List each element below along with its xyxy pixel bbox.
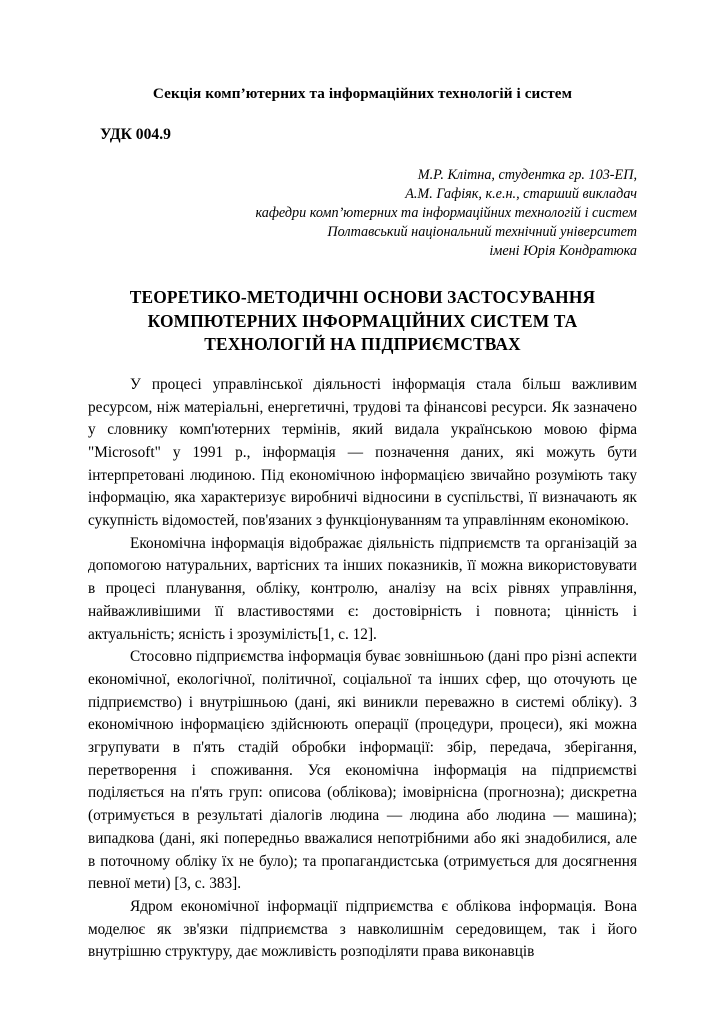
page-content	[88, 0, 637, 964]
affiliation-department: кафедри комп’ютерних та інформаційних технологій і систем	[255, 205, 637, 222]
author-affiliation-block	[88, 144, 637, 261]
title-line-2: КОМПЮТЕРНИХ ІНФОРМАЦІЙНИХ СИСТЕМ ТА	[147, 310, 578, 331]
paragraph: Економічна інформація відображає діяльність підприємств та організацій за допомогою натуральних, вартісних та інших показників, її можна використовувати в процесі планування, обліку, контролю, аналізу на всіх рівнях управління, найважливішими її властивостями є: достовірність і повнота; цінність і актуальність; ясність і зрозумілість[1, с. 12].	[88, 534, 637, 643]
paragraph: Стосовно підприємства інформація буває зовнішньою (дані про різні аспекти економічної, екологічної, політичної, соціальної та інших сфер, що оточують це підприємство) і внутрішньою (дані, які виникли переважно в системі обліку). З економічною інформацією здійснюють операції (процедури, процеси), які можна згрупувати в п'ять стадій обробки інформації: збір, передача, зберігання, перетворення і споживання. Уся економічна інформація на підприємстві поділяється на п'ять груп: описова (облікова); імовірнісна (прогнозна); дискретна (отримується в результаті діалогів людина — людина або людина — машина); випадкова (дані, які попередньо вважалися непотрібними або які знадобилися, але в поточному обліку їх не було); та пропагандистська (отримується для досягнення певної мети) [3, с. 383].	[88, 648, 637, 893]
author-line-2: А.М. Гафіяк, к.е.н., старший викладач	[405, 186, 637, 203]
author-line-1: М.Р. Клітна, студентка гр. 103-ЕП,	[417, 167, 637, 184]
paragraph: Ядром економічної інформації підприємства є облікова інформація. Вона моделює як зв'язки підприємства з навколишнім середовищем, так і його внутрішню структуру, дає можливість розподіляти права виконавців	[88, 897, 637, 961]
body-text	[88, 356, 637, 964]
affiliation-university-name: імені Юрія Кондратюка	[489, 243, 637, 260]
running-head: Секція комп’ютерних та інформаційних технологій і систем	[152, 85, 573, 102]
paragraph: У процесі управлінської діяльності інформація стала більш важливим ресурсом, ніж матеріальні, енергетичні, трудові та фінансові ресурси. Як зазначено у словнику комп'ютерних термінів, який видала українською мовою фірма "Microsoft" у 1991 р., інформація — позначення даних, які можуть бути інтерпретовані людиною. Під економічною інформацією звичайно розуміють таку інформацію, яка характеризує виробничі відносини в суспільстві, її визначають як сукупність відомостей, пов'язаних з функціонуванням та управлінням економікою.	[88, 375, 637, 530]
affiliation-university: Полтавський національний технічний університет	[327, 224, 637, 241]
title-line-3: ТЕХНОЛОГІЙ НА ПІДПРИЄМСТВАХ	[204, 333, 521, 354]
page-title	[88, 261, 637, 355]
udc-code: УДК 004.9	[100, 126, 171, 144]
title-line-1: ТЕОРЕТИКО-МЕТОДИЧНІ ОСНОВИ ЗАСТОСУВАННЯ	[129, 287, 596, 308]
